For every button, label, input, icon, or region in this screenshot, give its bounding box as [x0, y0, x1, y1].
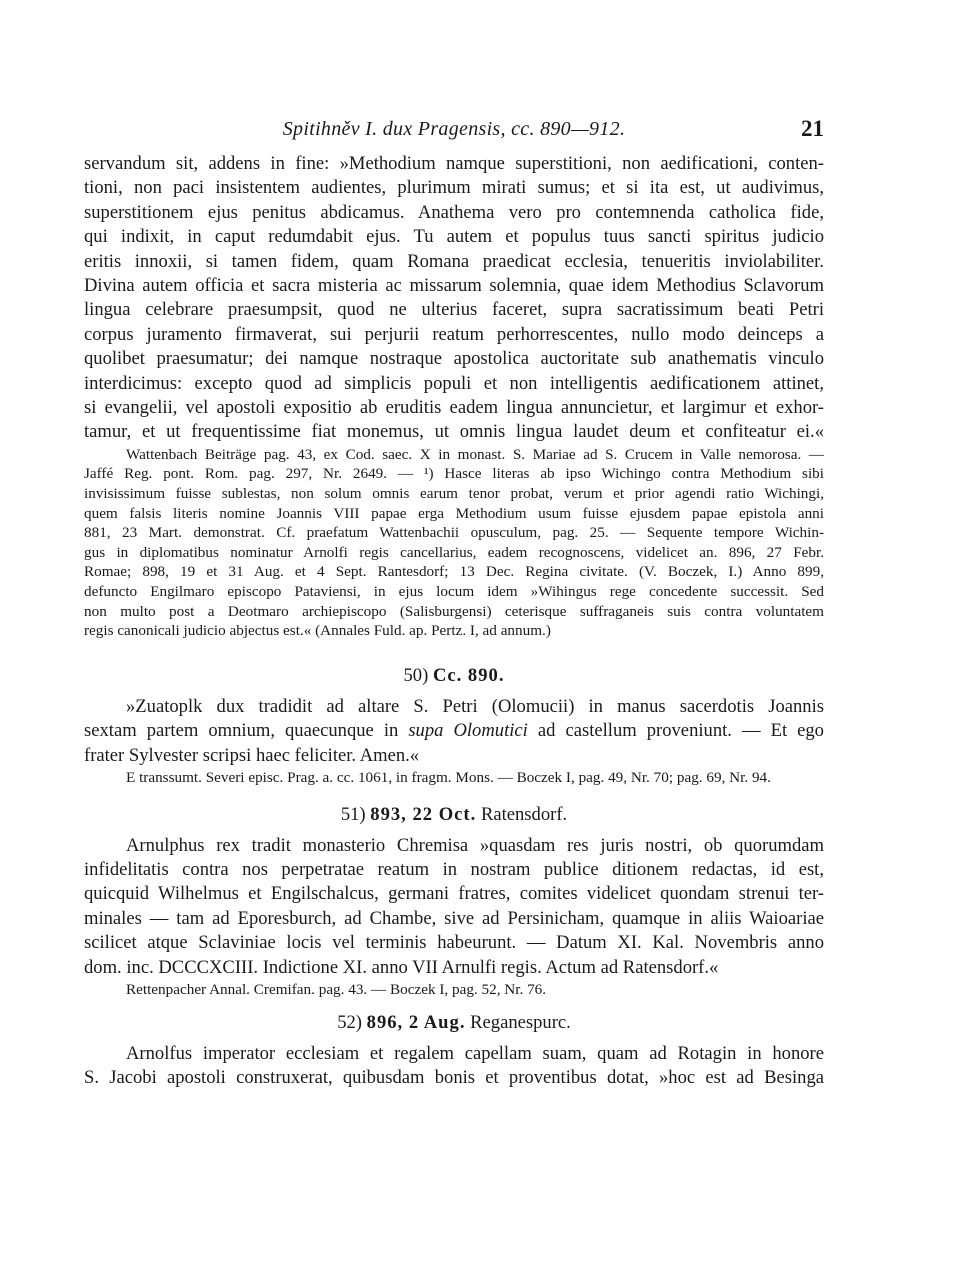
text-line: si evangelii, vel apostoli expositio ab eruditis eadem lingua annuncietur, et largimur et exhor- [84, 397, 824, 419]
running-title: Spitihněv I. dux Pragensis, cc. 890—912. [282, 118, 626, 140]
doc-number: 50) [403, 664, 429, 686]
text-line: tioni, non paci insistentem audientes, plurimum mirati sumus; et si ita est, ut audivimus, [84, 177, 824, 199]
text-line: servandum sit, addens in fine: »Methodium namque superstitioni, non aedificationi, conten- [84, 153, 824, 174]
note-line: E transsumt. Severi episc. Prag. a. cc. 1061, in fragm. Mons. — Boczek I, pag. 49, Nr. 70; pag. 69, Nr. 94. [126, 769, 771, 787]
text-line: dom. inc. DCCCXCIII. Indictione XI. anno VII Arnulfi regis. Actum ad Ratensdorf.« [84, 956, 719, 978]
text-line: Divina autem officia et sacra misteria ac missarum solemnia, quae idem Methodius Sclavorum [84, 275, 824, 297]
note-line: Romae; 898, 19 et 31 Aug. et 4 Sept. Rantesdorf; 13 Dec. Regina civitate. (V. Boczek, I.) Anno 899, [84, 563, 824, 581]
note-line: Wattenbach Beiträge pag. 43, ex Cod. saec. X in monast. S. Mariae ad S. Crucem in Valle nemorosa. — [126, 445, 824, 463]
text-line: qui indixit, in caput redumdabit ejus. Tu autem et populus tuus sancti spiritus judicio [84, 226, 824, 248]
text-line: superstitionem ejus penitus abdicamus. Anathema vero pro contemnenda catholica fide, [84, 201, 824, 223]
doc50-note [84, 768, 824, 788]
text-line: sextam partem omnium, quaecunque in supa Olomutici ad castellum proveniunt. — Et ego [84, 720, 824, 742]
text-line: »Zuatoplk dux tradidit ad altare S. Petri (Olomucii) in manus sacerdotis Joannis [126, 695, 824, 717]
text-line: tamur, et ut frequentissime fiat monemus, ut omnis lingua laudet deum et confiteatur ei.« [84, 421, 824, 443]
text-line: interdicimus: excepto quod ad simplicis populi et non intelligentis aedificationem attinet, [84, 372, 824, 394]
note-line: regis canonicali judicio abjectus est.« (Annales Fuld. ap. Pertz. I, ad annum.) [84, 622, 551, 640]
doc-date: 896, 2 Aug. [366, 1011, 466, 1033]
italic-place-name: supa Olomutici [408, 720, 528, 742]
text-line: S. Jacobi apostoli construxerat, quibusdam bonis et proventibus dotat, »hoc est ad Besinga [84, 1067, 824, 1089]
text-line: minales — tam ad Eporesburch, ad Chambe, sive ad Persinicham, quamque in aliis Waioariae [84, 907, 824, 929]
page-number: 21 [801, 116, 824, 141]
doc51-note [84, 980, 824, 1000]
text-line: corpus juramento firmaverat, sui perjurii reatum perhorrescentes, nullo modo deinceps a [84, 323, 824, 345]
text-line: frater Sylvester scripsi haec feliciter. Amen.« [84, 744, 420, 766]
doc52-heading [84, 1012, 824, 1034]
note-line: Rettenpacher Annal. Cremifan. pag. 43. — Boczek I, pag. 52, Nr. 76. [126, 981, 547, 999]
text-line: infidelitatis contra nos perpetratae reatum in nostram publice ditionem redactas, id est, [84, 859, 824, 881]
text-line: lingua celebrare praesumpsit, quod ne ulterius faceret, supra sacratissimum beati Petri [84, 299, 824, 321]
page-body [84, 152, 824, 1090]
doc-place: Ratensdorf. [480, 803, 568, 825]
text-line: eritis innoxii, si tamen fidem, quam Romana praedicat ecclesia, tenueritis inviolabiliter. [84, 250, 824, 272]
note-line: defuncto Engilmaro episcopo Pataviensi, in ejus locum idem »Wihingus rege concedente successit. Sed [84, 583, 824, 601]
running-header [84, 118, 824, 148]
text-line: Arnolfus imperator ecclesiam et regalem capellam suam, quam ad Rotagin in honore [126, 1042, 824, 1064]
doc50-heading [84, 665, 824, 687]
doc51-text [84, 834, 824, 980]
doc-date: Cc. 890. [432, 664, 505, 686]
doc50-text [84, 695, 824, 768]
doc-place: Reganespurc. [470, 1011, 571, 1033]
text-line: quolibet praesumatur; dei namque nostraque apostolica auctoritate sub anathematis vinculo [84, 348, 824, 370]
note-line: gus in diplomatibus nominatur Arnolfi regis cancellarius, eadem recognoscens, videlicet an. 896, 27 Febr. [84, 543, 824, 561]
text-line: scilicet atque Sclaviniae locis vel terminis habeurunt. — Datum XI. Kal. Novembris anno [84, 932, 824, 954]
note-line: 881, 23 Mart. demonstrat. Cf. praefatum Wattenbachii opusculum, pag. 25. — Sequente tempore Wichin- [84, 524, 824, 542]
text-line: quicquid Wilhelmus et Engilschalcus, germani fratres, comites videlicet quondam strenui ter- [84, 883, 824, 905]
text-line: Arnulphus rex tradit monasterio Chremisa »quasdam res juris nostri, ob quorumdam [126, 834, 824, 856]
note-line: invisissimum fuisse sublestas, non solum omnis earum tenor probat, verum et prior agendi ratio Wichingi, [84, 485, 824, 503]
note-line: quem falsis literis nomine Joannis VIII papae erga Methodium usum fuisse ejusdem papae epistola anni [84, 504, 824, 522]
note-line: non multo post a Deotmaro archiepiscopo (Salisburgensi) ceterisque suffraganeis suis contra voluntatem [84, 602, 824, 620]
doc-date: 893, 22 Oct. [370, 803, 477, 825]
doc52-text [84, 1042, 824, 1091]
doc-number: 52) [337, 1011, 362, 1033]
doc-number: 51) [340, 803, 366, 825]
note-line: Jaffé Reg. pont. Rom. pag. 297, Nr. 2649. — ¹) Hasce literas ab ipso Wichingo contra Methodium sibi [84, 465, 824, 483]
doc51-heading [84, 804, 824, 826]
doc49-notes [84, 445, 824, 641]
doc49-text [84, 152, 824, 445]
